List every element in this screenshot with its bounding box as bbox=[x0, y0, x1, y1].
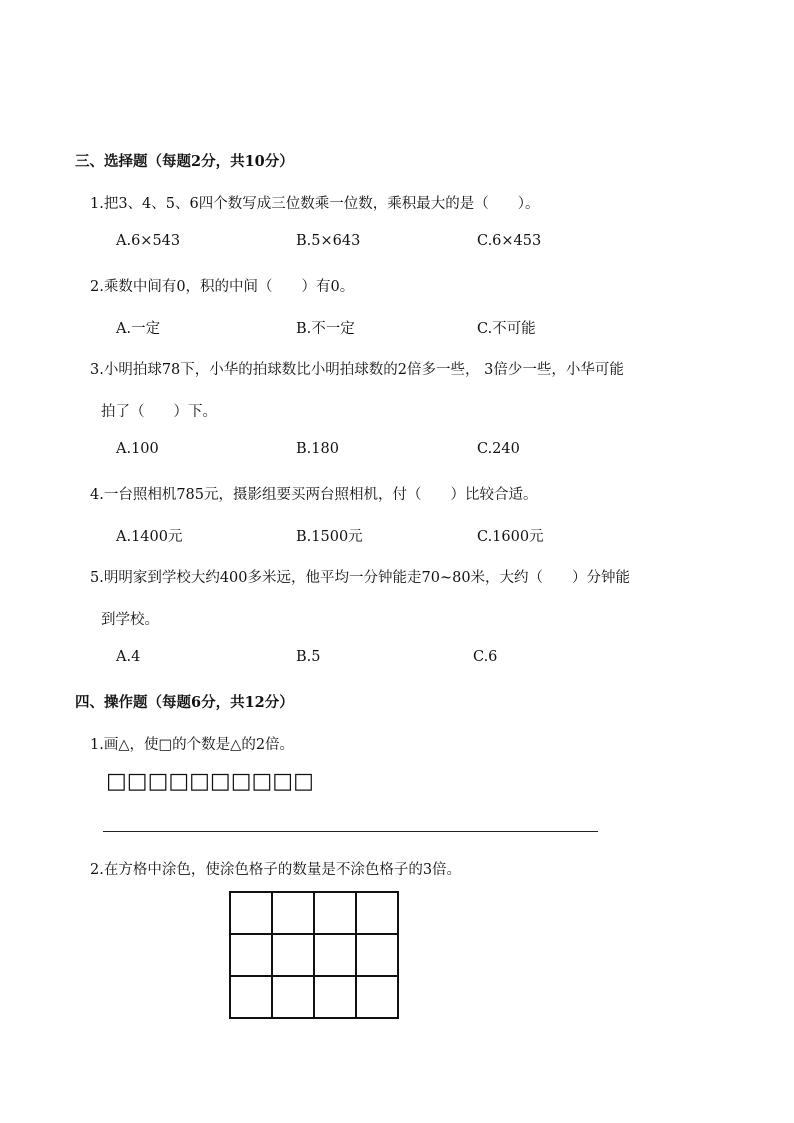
question-1-option-b: B.5×643 bbox=[296, 233, 361, 249]
grid-cell[interactable] bbox=[356, 892, 398, 934]
grid-cell[interactable] bbox=[230, 934, 272, 976]
grid-cell[interactable] bbox=[356, 934, 398, 976]
grid-cell[interactable] bbox=[314, 934, 356, 976]
question-1-text: 1.把3、4、5、6四个数写成三位数乘一位数，乘积最大的是（ ）。 bbox=[90, 196, 540, 212]
section-4-heading: 四、操作题（每题6分，共12分） bbox=[75, 694, 294, 711]
question-5-option-c: C.6 bbox=[473, 649, 498, 665]
question-5-option-a: A.4 bbox=[116, 649, 141, 665]
question-4-text: 4.一台照相机785元，摄影组要买两台照相机，付（ ）比较合适。 bbox=[90, 487, 538, 503]
coloring-grid bbox=[229, 891, 399, 1019]
question-3-text: 3.小明拍球78下，小华的拍球数比小明拍球数的2倍多一些， 3倍少一些，小华可能 bbox=[90, 362, 624, 378]
question-1-option-c: C.6×453 bbox=[477, 233, 542, 249]
question-3-text-continued: 拍了（ ）下。 bbox=[101, 404, 217, 420]
question-4-option-c: C.1600元 bbox=[477, 529, 544, 545]
question-2-option-b: B.不一定 bbox=[296, 321, 355, 337]
grid-cell[interactable] bbox=[230, 892, 272, 934]
answer-line[interactable] bbox=[103, 831, 598, 832]
grid-cell[interactable] bbox=[272, 892, 314, 934]
question-4-option-b: B.1500元 bbox=[296, 529, 363, 545]
question-2-option-c: C.不可能 bbox=[477, 321, 536, 337]
square-row: □□□□□□□□□□ bbox=[106, 769, 314, 794]
question-4-option-a: A.1400元 bbox=[116, 529, 183, 545]
question-3-option-b: B.180 bbox=[296, 441, 339, 457]
grid-cell[interactable] bbox=[314, 892, 356, 934]
question-2-text: 2.乘数中间有0，积的中间（ ）有0。 bbox=[90, 279, 355, 295]
grid-cell[interactable] bbox=[356, 976, 398, 1018]
question-2-option-a: A.一定 bbox=[116, 321, 161, 337]
operation-1-text: 1.画△，使□的个数是△的2倍。 bbox=[90, 737, 295, 753]
grid-cell[interactable] bbox=[272, 976, 314, 1018]
grid-cell[interactable] bbox=[272, 934, 314, 976]
section-3-heading: 三、选择题（每题2分，共10分） bbox=[75, 153, 294, 170]
question-3-option-c: C.240 bbox=[477, 441, 520, 457]
operation-2-text: 2.在方格中涂色，使涂色格子的数量是不涂色格子的3倍。 bbox=[90, 862, 462, 878]
question-1-option-a: A.6×543 bbox=[116, 233, 181, 249]
grid-row bbox=[230, 934, 398, 976]
question-5-text-continued: 到学校。 bbox=[101, 612, 159, 628]
question-5-text: 5.明明家到学校大约400多米远，他平均一分钟能走70~80米，大约（ ）分钟能 bbox=[90, 570, 631, 586]
grid-cell[interactable] bbox=[230, 976, 272, 1018]
grid-cell[interactable] bbox=[314, 976, 356, 1018]
question-5-option-b: B.5 bbox=[296, 649, 321, 665]
grid-row bbox=[230, 976, 398, 1018]
grid-row bbox=[230, 892, 398, 934]
question-3-option-a: A.100 bbox=[116, 441, 159, 457]
